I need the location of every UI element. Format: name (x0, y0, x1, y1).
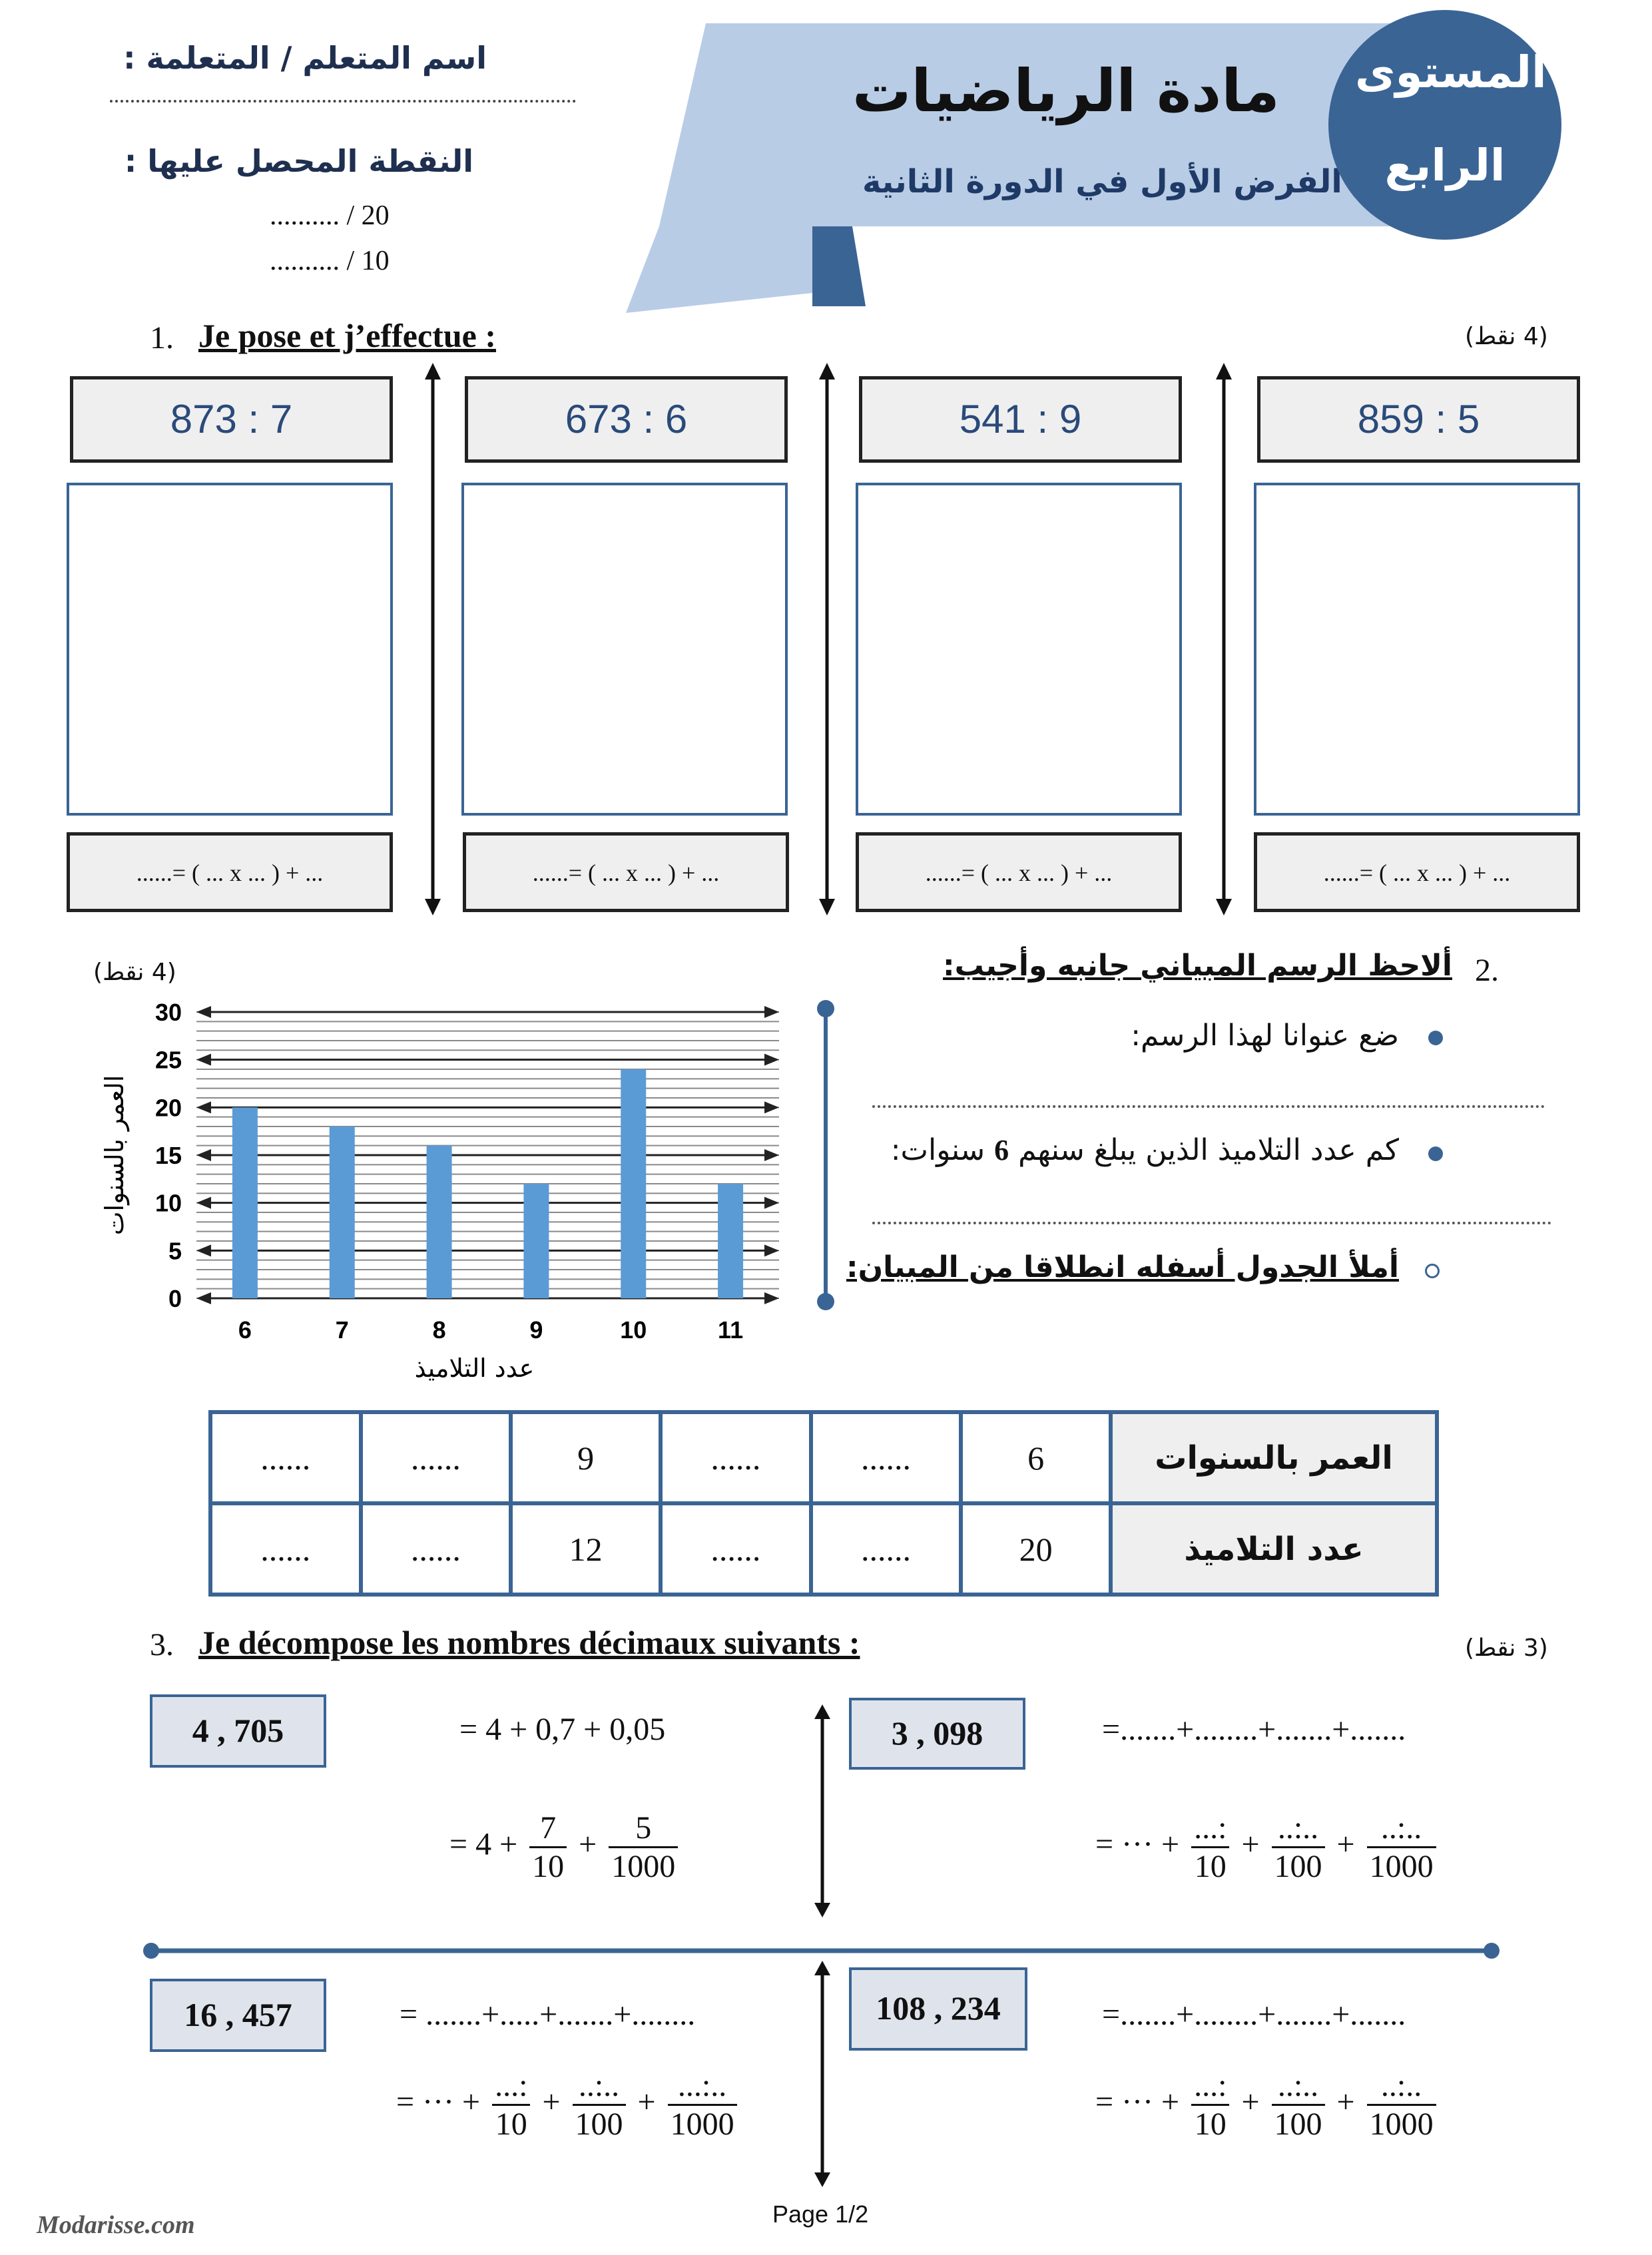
fraction-numerator: ...: (1191, 2067, 1229, 2106)
x-tick-label: 6 (238, 1316, 252, 1344)
table-cell[interactable]: ...... (661, 1503, 811, 1595)
fraction-denominator: 10 (495, 2107, 527, 2142)
fraction-numerator: 7 (529, 1810, 567, 1848)
x-tick-label: 10 (620, 1316, 647, 1344)
fraction-denominator: 100 (1274, 2107, 1322, 2142)
arrow-left-icon (196, 1054, 211, 1066)
arrow-left-icon (196, 1292, 211, 1304)
fraction-denominator: 1000 (1369, 2107, 1434, 2142)
x-tick-label: 8 (432, 1316, 446, 1344)
decimal-1-line1: = 4 + 0,7 + 0,05 (459, 1712, 666, 1747)
fraction-denominator: 1000 (611, 1849, 676, 1884)
fraction-numerator: 5 (609, 1810, 678, 1848)
x-tick-label: 11 (718, 1316, 744, 1344)
decimal-3-fractions[interactable]: = ··· + $\frac{...:}{10}$ + $\frac{..:..}{100}$ + $\frac{...:..}{1000}$ (396, 2067, 741, 2142)
decimal-1-box: 4 , 705 (150, 1694, 326, 1768)
table-cell[interactable]: ...... (811, 1503, 962, 1595)
separator-2 (814, 363, 840, 915)
arrow-right-icon (764, 1101, 779, 1113)
table-row-header-age: العمر بالسنوات (1111, 1412, 1437, 1503)
fraction-denominator: 10 (1194, 1849, 1227, 1884)
question-3: أملأ الجدول أسفله انطلاقا من المبيان: (846, 1250, 1399, 1284)
question-1: ضع عنوانا لهذا الرسم: (1131, 1019, 1399, 1053)
age-table (208, 1410, 1439, 1597)
score-out-of-10[interactable]: .......... / 10 (270, 246, 390, 276)
section1-points: (4 نقط) (1465, 323, 1548, 350)
division-1-check[interactable]: ......= ( ... x ... ) + ... (67, 832, 393, 912)
decimal-4-lead: = ··· + (1095, 2084, 1180, 2120)
bar (523, 1184, 549, 1298)
y-tick-label: 20 (154, 1094, 182, 1122)
arrow-right-icon (764, 1054, 779, 1066)
y-tick-label: 30 (154, 999, 182, 1026)
division-2-work-area[interactable] (461, 483, 788, 816)
arrow-right-icon (764, 1197, 779, 1209)
section3-title: Je décompose les nombres décimaux suivants : (198, 1624, 860, 1661)
arrow-right-icon (764, 1292, 779, 1304)
division-4-check[interactable]: ......= ( ... x ... ) + ... (1254, 832, 1580, 912)
section3-points: (3 نقط) (1465, 1634, 1548, 1662)
division-4-work-area[interactable] (1254, 483, 1580, 816)
table-cell[interactable]: ...... (361, 1503, 511, 1595)
fraction-denominator: 10 (1194, 2107, 1227, 2142)
arrow-left-icon (196, 1149, 211, 1161)
bar (232, 1107, 258, 1298)
fraction-numerator: ...:.. (668, 2067, 737, 2106)
section1-number: 1. (150, 320, 174, 356)
table-cell: 12 (511, 1503, 661, 1595)
arrow-right-icon (764, 1006, 779, 1018)
division-3-expression: 541 : 9 (859, 376, 1182, 463)
table-cell[interactable]: ...... (210, 1503, 361, 1595)
separator-5 (809, 1704, 836, 1917)
bullet-3-icon (1425, 1264, 1440, 1278)
separator-6 (809, 1961, 836, 2187)
arrow-left-icon (196, 1197, 211, 1209)
table-cell[interactable]: ...... (661, 1412, 811, 1503)
page-number: Page 1/2 (772, 2200, 869, 2228)
fraction-numerator: ..:.. (573, 2067, 626, 2106)
answer-1-line[interactable] (872, 1105, 1545, 1108)
division-4-expression: 859 : 5 (1257, 376, 1580, 463)
exam-subtitle: الفرض الأول في الدورة الثانية (862, 163, 1342, 200)
arrow-left-icon (196, 1101, 211, 1113)
arrow-left-icon (196, 1244, 211, 1256)
fraction-denominator: 100 (575, 2107, 623, 2142)
y-axis-label: العمر بالسنوات (100, 1075, 129, 1236)
fraction-denominator: 100 (1274, 1849, 1322, 1884)
division-1-expression: 873 : 7 (70, 376, 393, 463)
score-out-of-20[interactable]: .......... / 20 (270, 200, 390, 231)
student-name-label: اسم المتعلم / المتعلمة : (123, 40, 487, 76)
section2-title: ألاحظ الرسم المبياني جانبه وأجيب: (943, 949, 1452, 983)
bar (330, 1127, 355, 1298)
division-1-work-area[interactable] (67, 483, 393, 816)
bar-chart (93, 992, 799, 1391)
table-row (210, 1503, 1437, 1595)
y-tick-label: 15 (154, 1142, 182, 1169)
table-cell: 9 (511, 1412, 661, 1503)
section3-number: 3. (150, 1627, 174, 1662)
decimal-4-line1[interactable]: =.......+........+.......+....... (1102, 1997, 1406, 2032)
student-name-field[interactable] (110, 100, 576, 103)
fraction-numerator: ..:.. (1367, 2067, 1436, 2106)
ribbon-tail (626, 226, 812, 313)
decimal-3-box: 16 , 457 (150, 1979, 326, 2052)
y-tick-label: 5 (168, 1237, 182, 1265)
separator-3 (1211, 363, 1237, 915)
decimal-2-box: 3 , 098 (849, 1698, 1025, 1770)
bullet-1-icon (1428, 1031, 1443, 1045)
arrow-right-icon (764, 1149, 779, 1161)
decimal-4-box: 108 , 234 (849, 1967, 1027, 2051)
table-row-header-students: عدد التلاميذ (1111, 1503, 1437, 1595)
fraction-numerator: ..:.. (1272, 1810, 1325, 1848)
fraction-denominator: 1000 (1369, 1849, 1434, 1884)
x-tick-label: 7 (335, 1316, 349, 1344)
y-tick-label: 10 (154, 1189, 182, 1217)
division-3-check[interactable]: ......= ( ... x ... ) + ... (856, 832, 1182, 912)
separator-1 (419, 363, 446, 915)
answer-2-line[interactable] (872, 1222, 1551, 1224)
fraction-denominator: 10 (532, 1849, 565, 1884)
fraction-numerator: ...: (492, 2067, 530, 2106)
decimal-2-fractions[interactable]: = ··· + $\frac{...:}{10}$ + $\frac{..:..}{100}$ + $\frac{..:..}{1000}$ (1095, 1810, 1440, 1885)
brand-watermark: Modarisse.com (37, 2211, 195, 2239)
division-3-work-area[interactable] (856, 483, 1182, 816)
subject-title: مادة الرياضيات (852, 57, 1280, 125)
bar (718, 1184, 743, 1298)
bar (427, 1146, 452, 1298)
decimal-4-fractions[interactable]: = ··· + $\frac{...:}{10}$ + $\frac{..:..}{100}$ + $\frac{..:..}{1000}$ (1095, 2067, 1440, 2142)
level-badge-line1: المستوى (1355, 47, 1547, 98)
question-2-suffix: سنوات: (890, 1133, 985, 1167)
horizontal-separator (143, 1937, 1502, 1964)
question-2-prefix: كم عدد التلاميذ الذين يبلغ سنهم (1018, 1133, 1399, 1167)
division-2-expression: 673 : 6 (465, 376, 788, 463)
table-cell[interactable]: ...... (210, 1412, 361, 1503)
ribbon-fold (812, 226, 866, 306)
section2-number: 2. (1475, 953, 1499, 988)
y-tick-label: 25 (154, 1046, 182, 1074)
decimal-1-lead: = 4 + (449, 1826, 518, 1862)
table-cell: 20 (961, 1503, 1111, 1595)
bar (621, 1069, 646, 1298)
table-cell: 6 (961, 1412, 1111, 1503)
fraction-numerator: ..:.. (1272, 2067, 1325, 2106)
table-cell[interactable]: ...... (811, 1412, 962, 1503)
decimal-2-lead: = ··· + (1095, 1826, 1180, 1862)
section1-title: Je pose et j’effectue : (198, 317, 496, 354)
question-2-number: 6 (994, 1134, 1009, 1166)
separator-4 (812, 999, 839, 1312)
table-cell[interactable]: ...... (361, 1412, 511, 1503)
arrow-left-icon (196, 1006, 211, 1018)
fraction-numerator: ..:.. (1367, 1810, 1436, 1848)
x-axis-label: عدد التلاميذ (414, 1354, 535, 1383)
division-2-check[interactable]: ......= ( ... x ... ) + ... (463, 832, 789, 912)
table-row (210, 1412, 1437, 1503)
decimal-3-lead: = ··· + (396, 2084, 481, 2120)
decimal-1-fractions: = 4 + $\frac{7}{10}$ + $\frac{5}{1000}$ (449, 1810, 682, 1885)
bullet-2-icon (1428, 1146, 1443, 1161)
fraction-numerator: ...: (1191, 1810, 1229, 1848)
level-badge (1328, 10, 1561, 240)
score-label: النقطة المحصل عليها : (124, 143, 473, 179)
x-tick-label: 9 (529, 1316, 543, 1344)
decimal-2-line1[interactable]: =.......+........+.......+....... (1102, 1712, 1406, 1747)
fraction-denominator: 1000 (670, 2107, 734, 2142)
arrow-right-icon (764, 1244, 779, 1256)
level-badge-line2: الرابع (1384, 140, 1506, 191)
decimal-3-line1[interactable]: = .......+.....+.......+........ (400, 1997, 696, 2032)
section2-points: (4 نقط) (93, 959, 176, 986)
y-tick-label: 0 (168, 1285, 182, 1312)
